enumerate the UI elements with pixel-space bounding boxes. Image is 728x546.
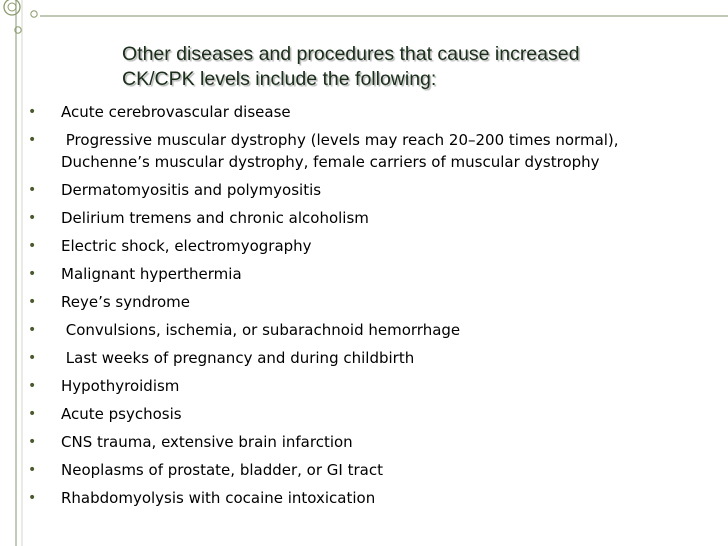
bullet-list: [0, 98, 700, 512]
bullet-icon: •: [28, 238, 37, 254]
bullet-icon: •: [28, 266, 37, 282]
list-item-text: Neoplasms of prostate, bladder, or GI tract: [61, 461, 383, 479]
list-item: [0, 372, 700, 400]
list-item: [0, 98, 700, 126]
list-item: [0, 232, 700, 260]
list-item: [0, 400, 700, 428]
list-item-text: Dermatomyositis and polymyositis: [61, 181, 322, 199]
bullet-icon: •: [28, 462, 37, 478]
list-item-text: Rhabdomyolysis with cocaine intoxication: [61, 489, 376, 507]
list-item: [0, 260, 700, 288]
list-item-text: Last weeks of pregnancy and during childbirth: [61, 349, 415, 367]
list-item-text: CNS trauma, extensive brain infarction: [61, 433, 353, 451]
bullet-icon: •: [28, 182, 37, 198]
list-item-text: Convulsions, ischemia, or subarachnoid hemorrhage: [61, 321, 461, 339]
bullet-icon: •: [28, 210, 37, 226]
list-item: [0, 428, 700, 456]
bullet-icon: •: [28, 490, 37, 506]
list-item-text: Electric shock, electromyography: [61, 237, 312, 255]
slide-title: [122, 42, 682, 92]
list-item-text-line-2: Duchenne’s muscular dystrophy, female carriers of muscular dystrophy: [61, 153, 600, 171]
slide-title-line-2: CK/CPK levels include the following:: [122, 68, 437, 90]
list-item-text: Malignant hyperthermia: [61, 265, 242, 283]
list-item-text: Acute cerebrovascular disease: [61, 103, 291, 121]
corner-ornament-inner: [8, 3, 16, 11]
list-item-text: Reye’s syndrome: [61, 293, 191, 311]
slide-title-line-1: Other diseases and procedures that cause increased: [122, 43, 580, 65]
list-item-text: Hypothyroidism: [61, 377, 180, 395]
list-item-text-line-1: Progressive muscular dystrophy (levels may reach 20–200 times normal),: [61, 131, 619, 149]
bullet-icon: •: [28, 294, 37, 310]
list-item: [0, 456, 700, 484]
bullet-icon: •: [28, 406, 37, 422]
bullet-icon: •: [28, 104, 37, 120]
list-item: [0, 176, 700, 204]
list-item: [0, 344, 700, 372]
list-item-text: Delirium tremens and chronic alcoholism: [61, 209, 369, 227]
list-item-text: Acute psychosis: [61, 405, 182, 423]
list-item: [0, 484, 700, 512]
list-item: [0, 316, 700, 344]
bullet-icon: •: [28, 378, 37, 394]
bullet-icon: •: [28, 322, 37, 338]
list-item: [0, 204, 700, 232]
bullet-icon: •: [28, 132, 37, 148]
list-item: [0, 288, 700, 316]
list-item: [0, 126, 700, 176]
corner-ornament: [4, 0, 20, 15]
bullet-icon: •: [28, 350, 37, 366]
bullet-icon: •: [28, 434, 37, 450]
